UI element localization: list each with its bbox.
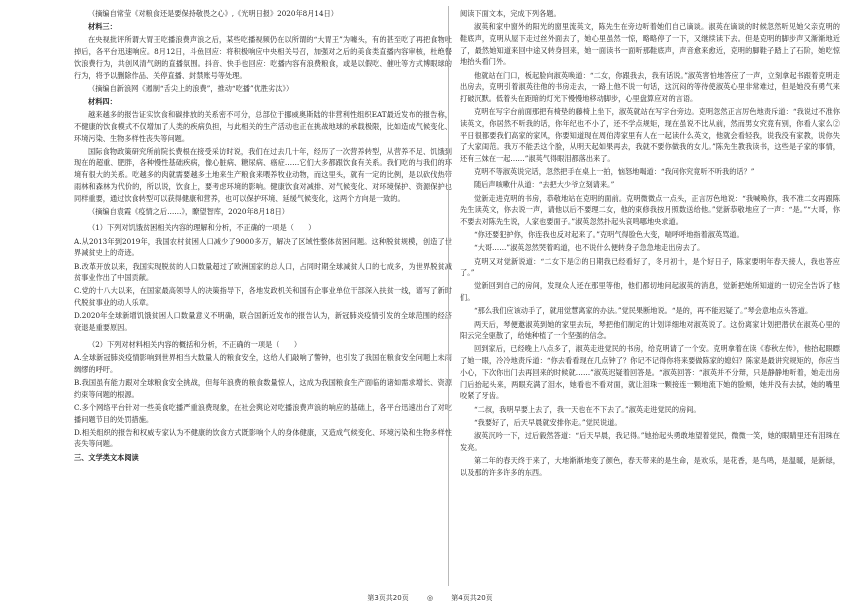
question-2-option-c: C.多个网络平台针对一些美食吃播严重浪费现象，在社会舆论对吃播浪费声浪的响应的基础上，各平台迅速出台了对吃播问题节目的处罚措施。 [74, 402, 452, 424]
question-1-option-d: D.2020年全球新增饥饿贫困人口数量意义不明确，联合国新近发布的报告认为，新冠肺炎疫情引发的全球范围的经济衰退是重要原因。 [74, 311, 452, 333]
story-paragraph: 他就站在门口，板起脸向淑英唤道：“二女，你跟我去，我有话说。”淑英害怕地答应了一声，立刻拿起书跟着克明走出房去，克明引着淑英往他的书房走去，一路上他不说一句话，这沉闷的等待使淑英心里非常难过，但是她没有勇气来打破沉默。低着头在距暗的灯光下慢慢地移动脚步，心里盘算应对的言语。 [460, 70, 840, 103]
story-paragraph: 淑英沉吟一下，过后毅然答道：“后天早晨，我记得。”她抬起头勇敢地望着觉民，微微一笑，她的眼睛里还有泪珠在发亮。 [460, 430, 840, 452]
story-paragraph: “那么我们应该动手了，就用觉慧离家的办法。”觉民果断地说。“是的，再不能迟疑了。”琴会意地点头答道。 [474, 306, 813, 316]
source-note: （摘编自袁霞《疫情之后……》，瞭望智库，2020年8月18日） [88, 206, 289, 216]
section-three-heading: 三、文学类文本阅读 [74, 452, 139, 462]
story-paragraph: “你还要犯护你，你连我也反对起来了。”克明气得脸色大变，喘呼呼地指着淑英骂道。 [474, 230, 744, 240]
story-paragraph [460, 106, 840, 165]
material-three-paragraph: 在央视批评所谓大胃王吃播浪费声浪之后，某些吃播视频仍在以所谓的“大胃王”为噱头，有的甚至吃了再把食物吐掉后，各平台迅速响应。8月12日，斗鱼回应：将积极响应中央相关号召，加强对之后的美食类直播内容审核，杜绝餐饮浪费行为，共创风清气朗的直播氛围。抖音、快手也回应：吃播内容有浪费粮食，或是以假吃、催吐等方式博眼球的行为，将予以删除作品、关停直播、封禁账号等处理。 [74, 35, 452, 80]
story-paragraph: 两天后，琴便邀淑英到她的家里去玩，琴把他们制定的计划详细地对淑英说了。这份离家计划把潜伏在淑英心里的阳云完全驱散了，给她种植了一个坚强的信念。 [460, 319, 840, 341]
story-paragraph-part: 平日很都要我们高家的家风，你要知道现在周伯涛家里有人在一起读什么英文，他就会看轻我，说我没有家教，说你失了大家闺范。我万不能丢这个脸，从明天起如果再去，我就不要你做我的女儿。”陈先生教我读书，这些是子家的事情，还有三妹在一起……”淑英气得眼泪都落出来了。 [460, 130, 840, 163]
reading-instruction: 阅读下面文本，完成下列各题。 [460, 9, 561, 18]
story-paragraph: 觉新走进克明的书房，恭敬地站在克明的面前。克明微微点一点头，正言厉色地说：“我喊唤你，我不准二女再跟陈先生读英文，你去说一声，请他以后不要理二女，他的束修我按月照数送给他。”觉新恭敬地应了一声：“是。”“大哥，你不要去对陈先生说，人家也要面子。”淑英忽然扑起头哀鸣哪地央求道。 [460, 193, 840, 226]
material-four-paragraph: 国际食物政策研究所前院长费根在接受采访时说，我们在过去几十年，经历了一次营养转型，从营养不足、饥饿到现在的超重、肥胖，各种慢性基础疾病，像心脏病、糖尿病、癌症……它们大多都跟饮食有关系。我们吃的与我们的环境有很大的关系。吃越多的肉就需要越多土地来生产粮食来喂养牧业动物，而这里头，就有一定的比例，是以砍伐热带雨林和森林为代价的，所以说，饮食上，要考虑环境的影响。健康饮食对减排、对气候变化、对环境保护、资源保护也同样重要，通过饮食转型可以获得健康和营养，也可以保护环境、延缓气候变化，这两个方向是一致的。 [74, 146, 452, 203]
right-column [460, 8, 840, 480]
story-paragraph: 淑英和家中窗外的阳光的窗里流英文，陈先生在旁边听着她们自己谪谈。淑英在谪谈的时候忽然听见她父亲克明的鞋底声，克明从屋下走过丝外面去了，她心里虽然一惊，略略停了一下，又继续读下去。但是克明的脚步声又渐渐地近了，最然她知道来回中途又转身回来，她一面读书一面听那鞋底声，声音愈来愈近，克明的脚鞋子踏上了石阶，她吃惊地抬头看门外。 [460, 22, 840, 67]
story-paragraph: 随后声咳嗽什从道：“去把大少爷立刻请来。” [474, 180, 615, 190]
material-three-label: 材料三： [88, 22, 117, 32]
source-note: （摘编自常莹《对粮食还是要保持敬畏之心》,《光明日报》2020年8月14日） [88, 9, 338, 18]
story-paragraph: 觉新回到自己的房间，发现众人还在那里等他，他们都切地问起淑英的消息，觉新把她所知道的一切完全告诉了他们。 [460, 281, 840, 303]
question-2-stem: （2）下列对材料相关内容的概括和分析，不正确的一项是（ ） [88, 339, 302, 349]
question-1-option-c: C.党的十八大以来，在国家最高领导人的决策指导下，各地发政机关和国有企事业单位干部深入扶贫一线，谱写了新时代脱贫事业的动人乐章。 [74, 286, 452, 308]
left-column [74, 8, 452, 465]
footer-separator: ◎ [426, 594, 434, 602]
story-paragraph: “我要好了，后天早晨就安排你走。”觉民说道。 [474, 417, 622, 427]
story-paragraph-part: 克明在写字台前面那把有椅垫的藤椅上坐下，淑英就站在写字台旁边。克明忽然正言厉色地责斥道：“我说过不准你读英文，你居然不听我的话，你年纪也不小了，还不学点规矩，现在虽说不比从前，然而男女究竟有别，你看人家么② [460, 107, 840, 128]
page-number-left: 第3页共20页 [367, 594, 409, 602]
page-number-right: 第4页共20页 [451, 594, 493, 602]
material-four-paragraph: 越来越多的报告证实饮食和碳排放的关系密不可分，总部位于挪威奥斯陆的非营利性组织EAT最近发布的报告称，不健康的饮食模式不仅增加了人类的疾病负担，与此相关的生产活动也正在挑战地球的承载极限，比如造成气候变化、环境污染、生物多样性丧失等问题。 [74, 110, 452, 143]
story-paragraph: 第二年的春天终于来了，大地渐渐地变了颜色，春天带来的是生命，是欢乐，是花香，是鸟鸣，是温暖，是新绿，以及那的许多许多的东西。 [460, 455, 840, 477]
column-divider [448, 6, 449, 586]
question-2-option-a: A.全球新冠肺炎疫情影响到世界相当大数量人的粮食安全，这给人们敲响了警钟，也引发了我国在粮食安全问题上未雨绸缪的呼吁。 [74, 352, 452, 374]
story-paragraph: 回到家后，已经晚上八点多了，淑英走进觉民的书房，给克明请了一个安。克明拿着在读《春秋左传》，他抬起眼瞟了她一眼，冷冷地责斥道：“你去看看现在几点钟了？你记不记得你将来要做陈家的媳妇？陈家是最讲究规矩的，你应当小心，下次你出门去再回来的时候就……”淑英迟疑着回答是。“淑英回答：“淑英并不分辩，只是静静地听着，她走出房门后抬起头来，两眼充满了泪水，她看也不看对面，就让泪珠一颗接连一颗地流下她的脸颊，她并没有去拭，她的嘴里咬紧了牙齿。 [460, 344, 840, 401]
material-four-label: 材料四： [88, 96, 117, 106]
page-footer [0, 593, 860, 603]
story-paragraph: “大哥……”淑英忽然哭着呜道，也不说什么便转身子急急地走出房去了。 [474, 243, 705, 253]
story-paragraph: “二叔，我明早要上去了，我一天也在不下去了。”淑英走进觉民的房间。 [474, 404, 701, 414]
question-1-stem: （1）下列对饥饿贫困相关内容的理解和分析，不正确的一项是（ ） [88, 223, 316, 233]
question-2-option-b: B.我国虽有能力跟对全球粮食安全挑战，但每年浪费的粮食数量惊人，这成为我国粮食生产面临的诸如需求增长、资源约束等问题的根源。 [74, 377, 452, 399]
question-2-option-d: D.相关组织的报告和权威专家认为不健康的饮食方式既影响个人的身体健康，又造成气候变化、环境污染和生物多样性丧失等问题。 [74, 427, 452, 449]
story-paragraph: 克明又对觉新说道：“二女下是②的日期我已经看好了，冬月初十，是个好日子，陈家要明年春天接人，我也答应了。” [460, 256, 840, 278]
story-paragraph: 克明不等淑英说完话，忽然把手在桌上一拍，恼怒地喝道：“我问你究竟听不听我的话？” [474, 167, 755, 177]
source-note: （摘编自新浪网《遏制“舌尖上的浪费”，推动“吃播”优胜劣汰》） [88, 83, 294, 93]
question-1-option-b: B.改革开放以来，我国实现脱贫的人口数量超过了欧洲国家的总人口，占同时期全球减贫人口的七成多，为世界脱贫减贫事业作出了中国贡献。 [74, 261, 452, 283]
question-1-option-a: A.从2013年到2019年，我国农村贫困人口减少了9000多万，解决了区域性整体贫困问题。这种脱贫规模，创造了世界减贫史上的奇迹。 [74, 236, 452, 258]
